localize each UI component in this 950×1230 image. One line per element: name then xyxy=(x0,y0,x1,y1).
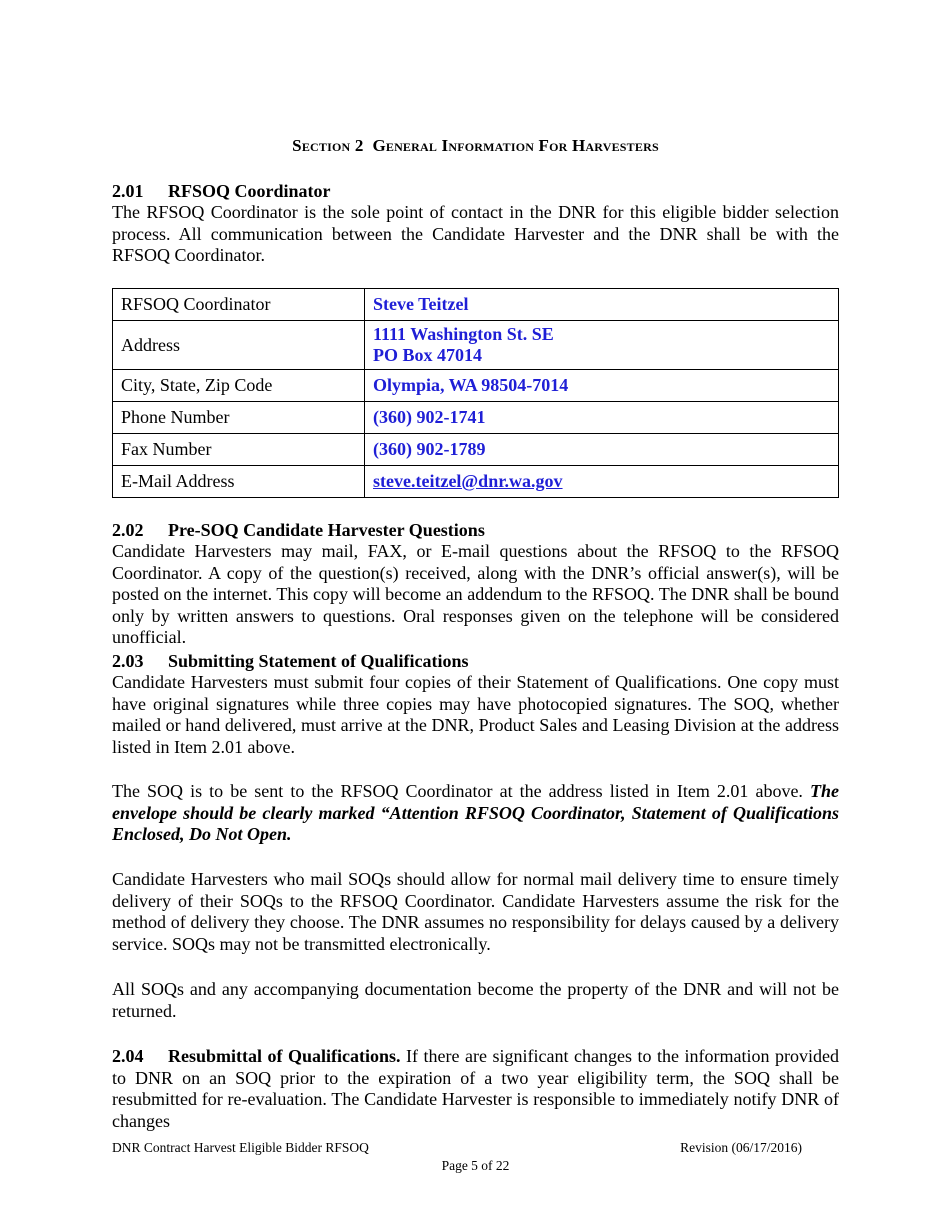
paragraph xyxy=(112,781,839,846)
table-cell-label: E-Mail Address xyxy=(113,466,365,498)
contact-table-wrapper xyxy=(112,288,839,498)
footer-page-number: Page 5 of 22 xyxy=(441,1158,510,1173)
footer-revision: Revision (06/17/2016) xyxy=(680,1140,802,1155)
paragraph xyxy=(112,1045,839,1132)
paragraph-mail-delivery xyxy=(112,869,839,955)
heading-text: Pre-SOQ Candidate Harvester Questions xyxy=(168,520,485,540)
table-cell-label: Fax Number xyxy=(113,434,365,466)
heading-2-03 xyxy=(112,650,839,672)
heading-text: Resubmittal of Qualifications. xyxy=(168,1046,401,1066)
heading-number: 2.03 xyxy=(112,651,144,671)
footer-document-title: DNR Contract Harvest Eligible Bidder RFSOQ xyxy=(112,1140,369,1155)
heading-2-01 xyxy=(112,180,839,202)
section-2-04 xyxy=(112,1045,839,1132)
table-cell-value: (360) 902-1789 xyxy=(365,434,839,466)
table-cell-label: RFSOQ Coordinator xyxy=(113,289,365,321)
heading-2-02 xyxy=(112,519,839,541)
paragraph-plain: The SOQ is to be sent to the RFSOQ Coordinator at the address listed in Item 2.01 above. xyxy=(112,781,810,801)
table-cell-label: Phone Number xyxy=(113,402,365,434)
table-cell-value xyxy=(365,321,839,370)
address-line-1: 1111 Washington St. SE xyxy=(373,324,554,344)
heading-text: Submitting Statement of Qualifications xyxy=(168,651,469,671)
paragraph: Candidate Harvesters must submit four copies of their Statement of Qualifications. One copy must have original signatures while three copies may have photocopied signatures. The SOQ, whether mailed or hand delivered, must arrive at the DNR, Product Sales and Leasing Division at the address listed in Item 2.01 above. xyxy=(112,672,839,757)
table-cell-value: Olympia, WA 98504-7014 xyxy=(365,370,839,402)
heading-number: 2.01 xyxy=(112,181,144,201)
paragraph: Candidate Harvesters who mail SOQs should allow for normal mail delivery time to ensure timely delivery of their SOQs to the RFSOQ Coordinator. Candidate Harvesters assume the risk for the method of delivery they choose. The DNR assumes no responsibility for delays caused by a delivery service. SOQs may not be transmitted electronically. xyxy=(112,869,839,954)
paragraph-property xyxy=(112,979,839,1022)
paragraph-text: If there are significant changes to the information provided to DNR on an SOQ prior to the expiration of a two year eligibility term, the SOQ shall be resubmitted for re-evaluation. The Candidate Harvester is responsible to immediately notify DNR of changes xyxy=(112,1046,839,1131)
section-title-text: General Information For Harvesters xyxy=(372,136,659,155)
table-row xyxy=(113,370,839,402)
heading-2-04 xyxy=(112,1046,401,1066)
table-cell-value: (360) 902-1741 xyxy=(365,402,839,434)
table-row xyxy=(113,434,839,466)
heading-text: RFSOQ Coordinator xyxy=(168,181,331,201)
table-row xyxy=(113,466,839,498)
contact-table xyxy=(112,288,839,498)
section-2-03 xyxy=(112,650,839,758)
table-row xyxy=(113,321,839,370)
table-row xyxy=(113,289,839,321)
section-title xyxy=(112,136,839,156)
email-link[interactable]: steve.teitzel@dnr.wa.gov xyxy=(373,471,563,491)
paragraph-envelope xyxy=(112,781,839,846)
table-row xyxy=(113,402,839,434)
table-cell-label: City, State, Zip Code xyxy=(113,370,365,402)
table-cell-label: Address xyxy=(113,321,365,370)
table-cell-value xyxy=(365,466,839,498)
section-2-01 xyxy=(112,180,839,267)
section-title-prefix: Section 2 xyxy=(292,136,364,155)
table-cell-value: Steve Teitzel xyxy=(365,289,839,321)
address-line-2: PO Box 47014 xyxy=(373,345,483,365)
section-2-02 xyxy=(112,519,839,649)
paragraph: Candidate Harvesters may mail, FAX, or E-mail questions about the RFSOQ to the RFSOQ Coordinator. A copy of the question(s) received, along with the DNR’s official answer(s), will be posted on the internet. This copy will become an addendum to the RFSOQ. The DNR shall be bound only by written answers to questions. Oral responses given on the telephone will be considered unofficial. xyxy=(112,541,839,647)
paragraph-emphasis: The envelope should be clearly marked “Attention RFSOQ Coordinator, Statement of Qualifications Enclosed, Do Not Open. xyxy=(112,781,839,844)
heading-number: 2.02 xyxy=(112,520,144,540)
paragraph: The RFSOQ Coordinator is the sole point of contact in the DNR for this eligible bidder selection process. All communication between the Candidate Harvester and the DNR shall be with the RFSOQ Coordinator. xyxy=(112,202,839,265)
paragraph: All SOQs and any accompanying documentation become the property of the DNR and will not be returned. xyxy=(112,979,839,1021)
heading-number: 2.04 xyxy=(112,1046,144,1066)
